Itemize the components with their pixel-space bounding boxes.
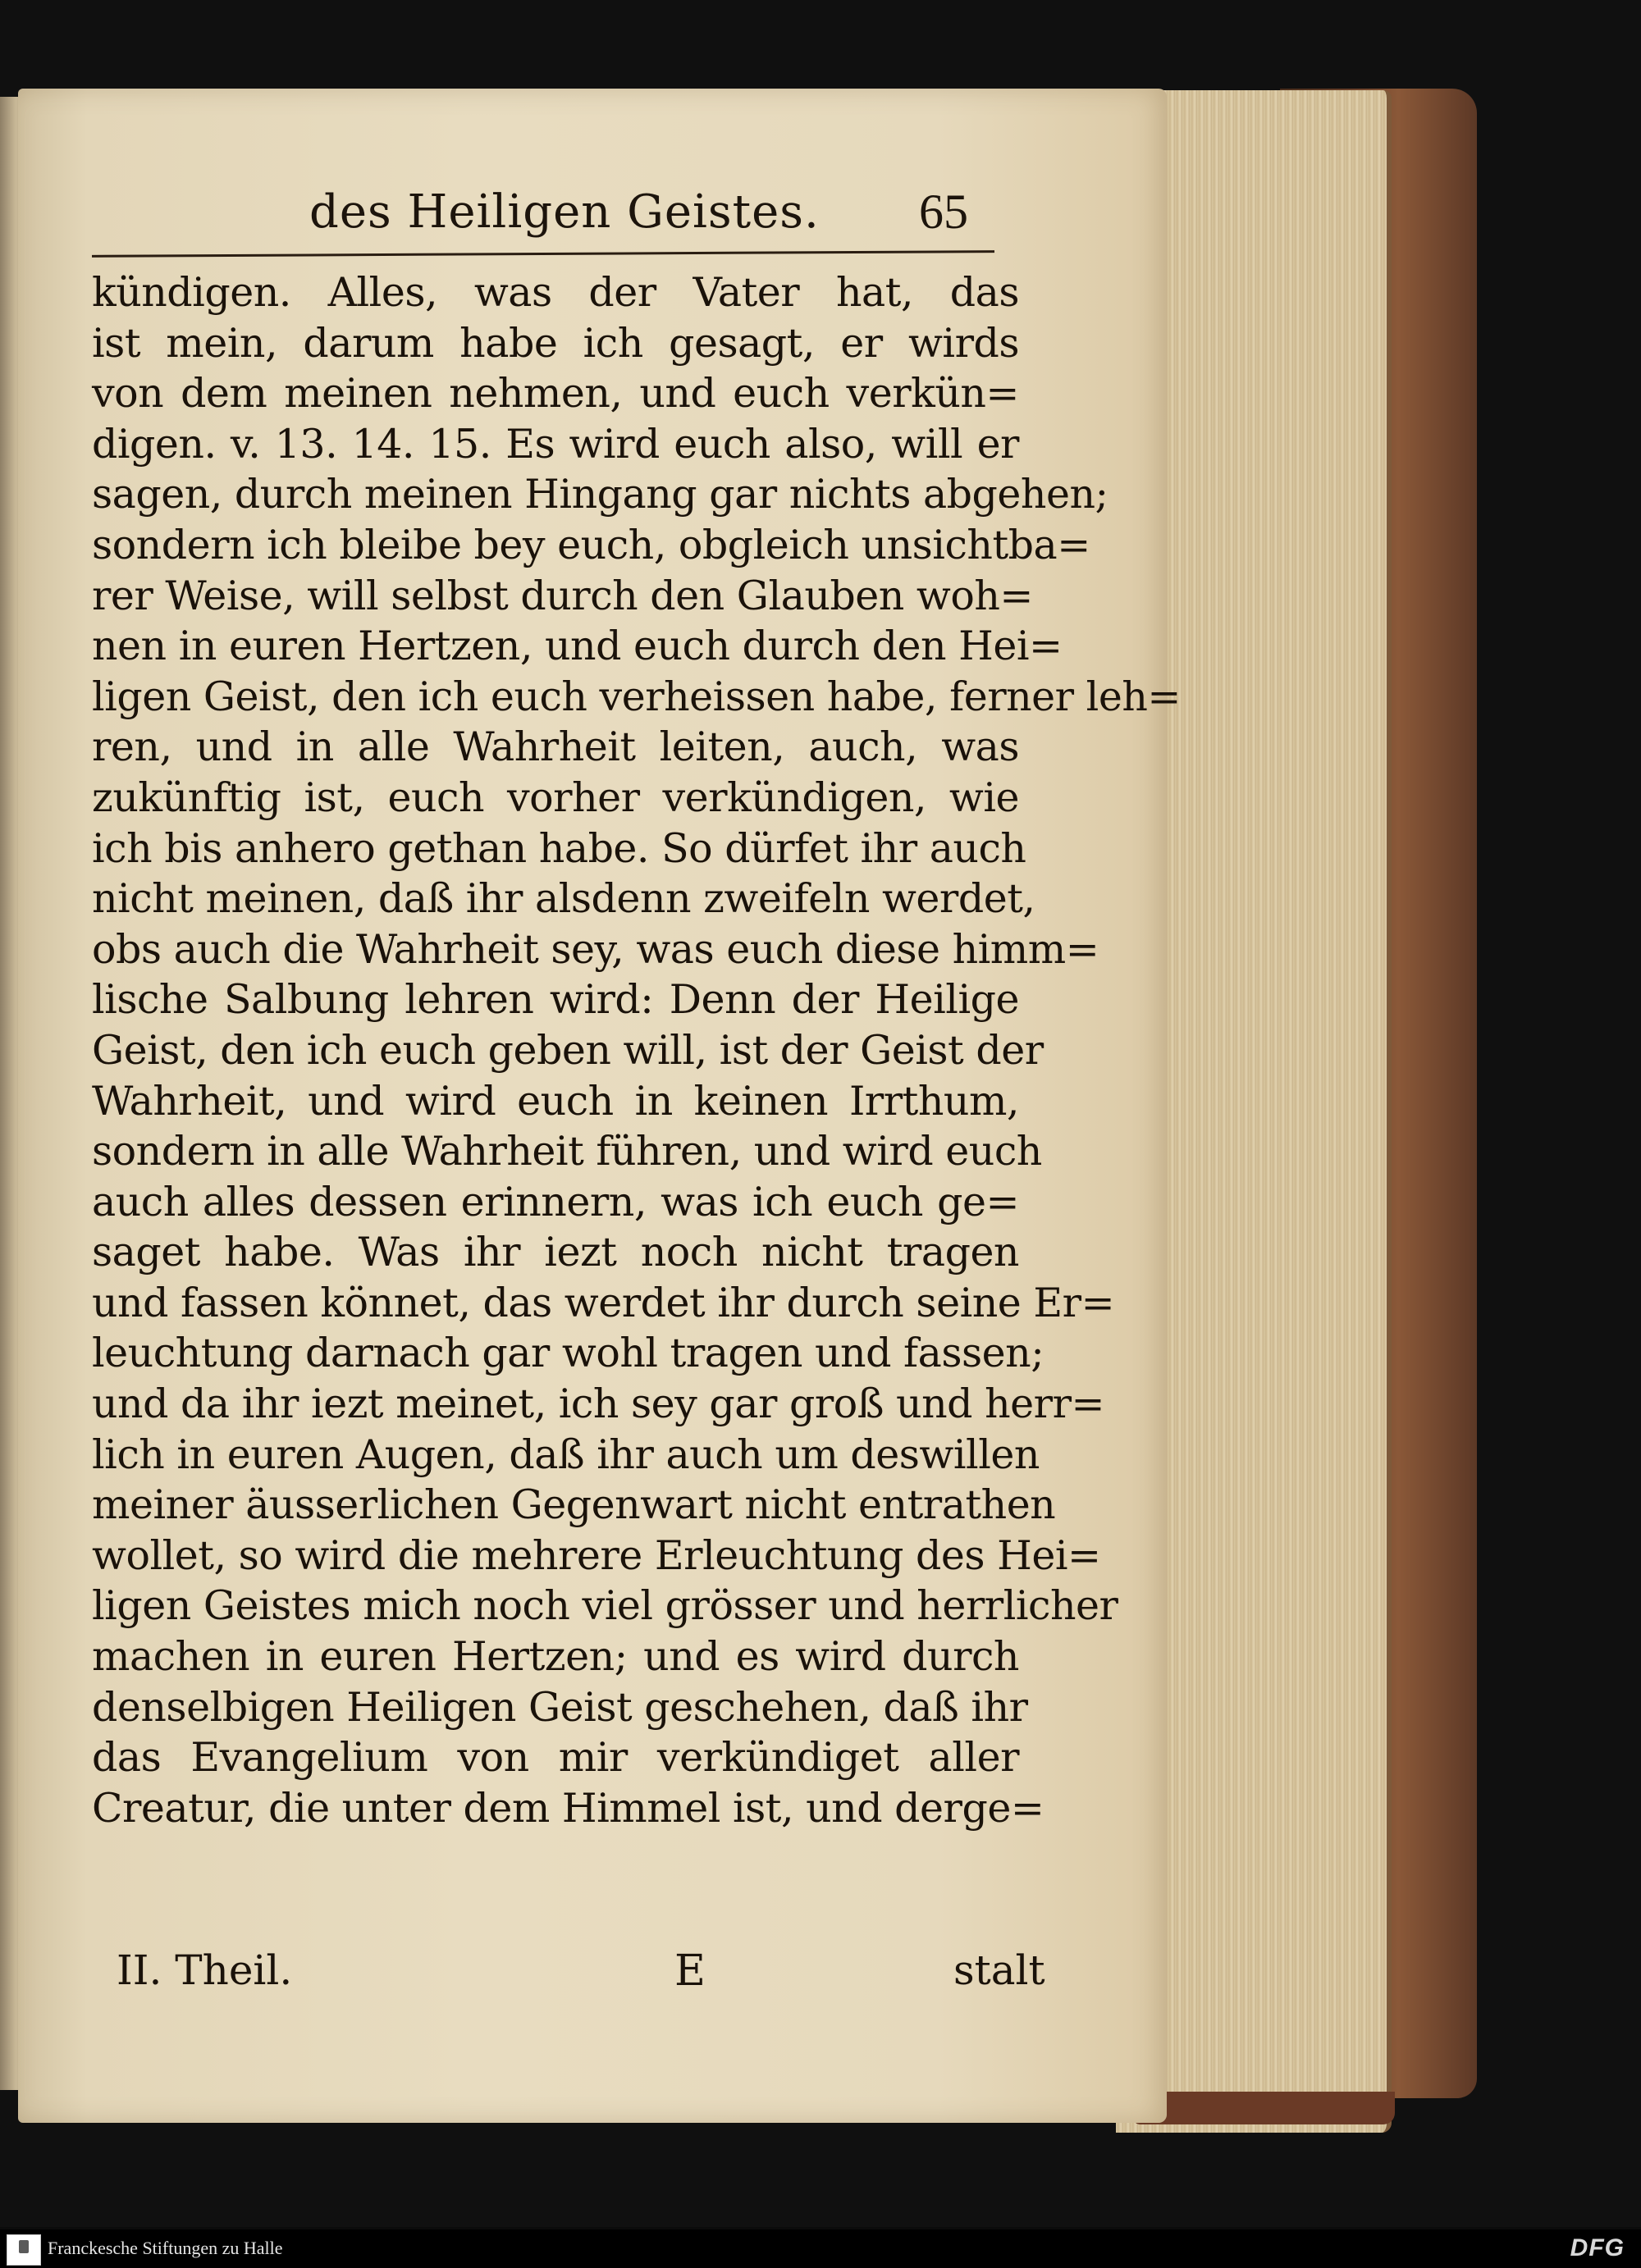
text-line: machen in euren Hertzen; und es wird durch bbox=[92, 1633, 1019, 1681]
text-line: denselbigen Heiligen Geist geschehen, daß ihr bbox=[92, 1683, 1028, 1731]
text-line: lische Salbung lehren wird: Denn der Heilige bbox=[92, 976, 1019, 1024]
page-footer bbox=[18, 1946, 1167, 2004]
text-line: ich bis anhero gethan habe. So dürfet ihr auch bbox=[92, 824, 1026, 872]
text-line: ren, und in alle Wahrheit leiten, auch, was bbox=[92, 723, 1019, 771]
text-line: ligen Geist, den ich euch verheissen habe, ferner leh= bbox=[92, 673, 1181, 720]
text-line: Geist, den ich euch geben will, ist der Geist der bbox=[92, 1026, 1044, 1074]
viewer-footer-bar bbox=[0, 2229, 1641, 2268]
text-line: zukünftig ist, euch vorher verkündigen, wie bbox=[92, 773, 1019, 821]
text-line: Wahrheit, und wird euch in keinen Irrthum, bbox=[92, 1077, 1019, 1125]
text-line: sondern ich bleibe bey euch, obgleich unsichtba= bbox=[92, 521, 1090, 568]
text-line: ligen Geistes mich noch viel grösser und herrlicher bbox=[92, 1582, 1118, 1630]
book-page bbox=[18, 89, 1181, 2123]
text-line: Creatur, die unter dem Himmel ist, und derge= bbox=[92, 1784, 1044, 1832]
text-line: saget habe. Was ihr iezt noch nicht tragen bbox=[92, 1229, 1019, 1276]
text-line: wollet, so wird die mehrere Erleuchtung des Hei= bbox=[92, 1531, 1101, 1579]
body-text bbox=[92, 267, 1181, 1833]
text-line: ist mein, darum habe ich gesagt, er wirds bbox=[92, 319, 1019, 367]
cover-bottom-edge bbox=[1132, 2092, 1395, 2124]
text-line: und fassen könnet, das werdet ihr durch seine Er= bbox=[92, 1279, 1115, 1326]
dfg-logo: DFG bbox=[1570, 2234, 1625, 2261]
institution-logo-icon bbox=[7, 2234, 41, 2266]
text-line: und da ihr iezt meinet, ich sey gar groß und herr= bbox=[92, 1380, 1105, 1428]
gathering-mark: E bbox=[674, 1946, 706, 1996]
text-line: rer Weise, will selbst durch den Glauben woh= bbox=[92, 572, 1033, 619]
text-line: digen. v. 13. 14. 15. Es wird euch also, will er bbox=[92, 420, 1019, 468]
running-title: des Heiligen Geistes. bbox=[309, 185, 820, 239]
text-line: meiner äusserlichen Gegenwart nicht entrathen bbox=[92, 1481, 1056, 1529]
text-line: nicht meinen, daß ihr alsdenn zweifeln werdet, bbox=[92, 875, 1035, 923]
page-header bbox=[18, 185, 1167, 259]
catchword: stalt bbox=[953, 1946, 1045, 1994]
text-line: leuchtung darnach gar wohl tragen und fassen; bbox=[92, 1330, 1044, 1377]
text-line: kündigen. Alles, was der Vater hat, das bbox=[92, 269, 1019, 316]
signature-mark: II. Theil. bbox=[117, 1946, 293, 1994]
text-line: auch alles dessen erinnern, was ich euch ge= bbox=[92, 1178, 1019, 1225]
page-number: 65 bbox=[919, 185, 968, 239]
text-line: nen in euren Hertzen, und euch durch den Hei= bbox=[92, 623, 1063, 670]
text-line: lich in euren Augen, daß ihr auch um deswillen bbox=[92, 1431, 1040, 1478]
institution-name: Franckesche Stiftungen zu Halle bbox=[48, 2238, 283, 2258]
text-line: von dem meinen nehmen, und euch verkün= bbox=[92, 370, 1019, 418]
text-line: obs auch die Wahrheit sey, was euch diese himm= bbox=[92, 925, 1099, 973]
text-line: sondern in alle Wahrheit führen, und wird euch bbox=[92, 1128, 1042, 1175]
text-line: das Evangelium von mir verkündiget aller bbox=[92, 1734, 1019, 1782]
text-line: sagen, durch meinen Hingang gar nichts abgehen; bbox=[92, 471, 1108, 518]
